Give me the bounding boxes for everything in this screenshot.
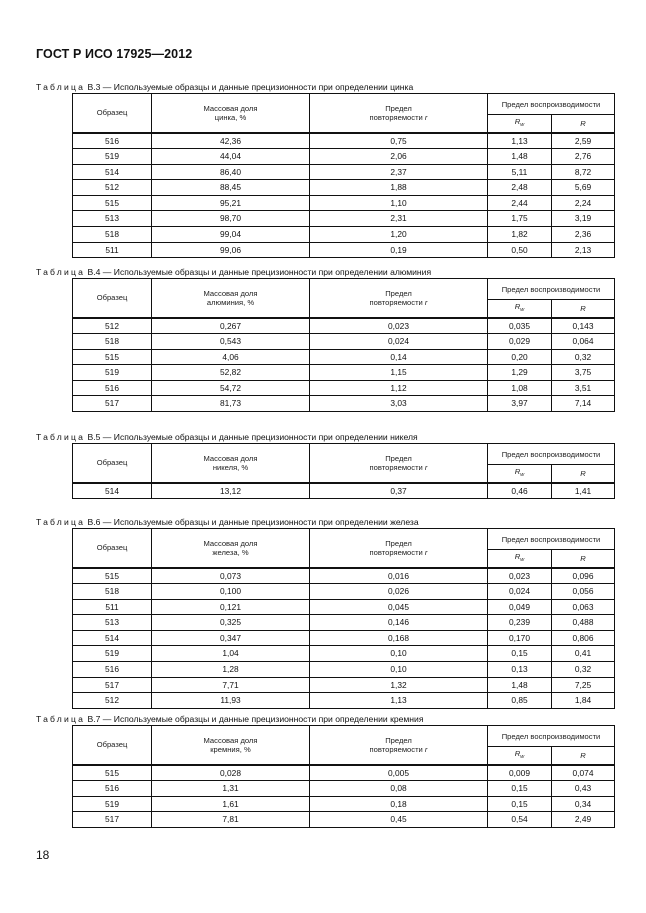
header-rw: $R_w$ xyxy=(488,465,552,483)
cell-repeatability: 0,005 xyxy=(310,765,488,781)
cell-mass-fraction: 4,06 xyxy=(152,349,310,365)
header-rw: $R_w$ xyxy=(488,747,552,765)
header-r: R xyxy=(552,747,615,765)
cell-repeatability: 1,10 xyxy=(310,195,488,211)
cell-reproducibility-rw: 1,48 xyxy=(488,149,552,165)
table-row xyxy=(73,568,615,584)
precision-table xyxy=(72,725,615,828)
table-row xyxy=(73,630,615,646)
cell-mass-fraction: 81,73 xyxy=(152,396,310,412)
header-mass-fraction: Массовая доля никеля, % xyxy=(152,444,310,483)
header-repeatability: Предел повторяемости r xyxy=(310,529,488,568)
cell-reproducibility-r: 0,096 xyxy=(552,568,615,584)
cell-repeatability: 1,13 xyxy=(310,693,488,709)
cell-reproducibility-r: 0,43 xyxy=(552,781,615,797)
cell-reproducibility-rw: 1,48 xyxy=(488,677,552,693)
cell-sample: 517 xyxy=(73,396,152,412)
cell-repeatability: 0,08 xyxy=(310,781,488,797)
cell-mass-fraction: 95,21 xyxy=(152,195,310,211)
cell-mass-fraction: 0,100 xyxy=(152,584,310,600)
cell-repeatability: 1,88 xyxy=(310,180,488,196)
table-body xyxy=(73,318,615,412)
precision-table xyxy=(72,528,615,709)
mass-element-label: алюминия, % xyxy=(206,297,255,307)
page-number: 18 xyxy=(36,848,50,862)
table-row xyxy=(73,781,615,797)
precision-table xyxy=(72,93,615,258)
cell-reproducibility-r: 0,074 xyxy=(552,765,615,781)
cell-repeatability: 0,023 xyxy=(310,318,488,334)
cell-repeatability: 0,146 xyxy=(310,615,488,631)
document-header: ГОСТ Р ИСО 17925—2012 xyxy=(36,47,193,61)
header-r: R xyxy=(552,115,615,133)
precision-table-block-b-7 xyxy=(36,713,610,828)
cell-repeatability: 0,75 xyxy=(310,133,488,149)
cell-repeatability: 0,14 xyxy=(310,349,488,365)
cell-sample: 519 xyxy=(73,646,152,662)
table-row xyxy=(73,599,615,615)
cell-reproducibility-rw: 1,08 xyxy=(488,380,552,396)
cell-reproducibility-rw: 3,97 xyxy=(488,396,552,412)
cell-reproducibility-r: 3,51 xyxy=(552,380,615,396)
cell-repeatability: 1,12 xyxy=(310,380,488,396)
table-row xyxy=(73,318,615,334)
header-rw: $R_w$ xyxy=(488,300,552,318)
cell-sample: 516 xyxy=(73,133,152,149)
table-caption xyxy=(36,713,610,725)
table-body xyxy=(73,568,615,709)
cell-reproducibility-r: 2,13 xyxy=(552,242,615,258)
table-row xyxy=(73,646,615,662)
precision-table-block-b-6 xyxy=(36,516,610,709)
header-repeatability: Предел повторяемости r xyxy=(310,279,488,318)
cell-reproducibility-rw: 0,049 xyxy=(488,599,552,615)
cell-reproducibility-r: 2,36 xyxy=(552,227,615,243)
cell-repeatability: 0,024 xyxy=(310,334,488,350)
cell-reproducibility-rw: 0,20 xyxy=(488,349,552,365)
header-repeatability: Предел повторяемости r xyxy=(310,94,488,133)
table-row xyxy=(73,693,615,709)
cell-mass-fraction: 52,82 xyxy=(152,365,310,381)
caption-prefix: Таблица xyxy=(36,517,86,527)
cell-mass-fraction: 0,347 xyxy=(152,630,310,646)
caption-prefix: Таблица xyxy=(36,267,86,277)
table-row xyxy=(73,227,615,243)
cell-mass-fraction: 0,121 xyxy=(152,599,310,615)
cell-repeatability: 0,45 xyxy=(310,812,488,828)
table-row xyxy=(73,677,615,693)
cell-reproducibility-r: 3,75 xyxy=(552,365,615,381)
mass-element-label: кремния, % xyxy=(210,744,251,754)
cell-reproducibility-r: 0,063 xyxy=(552,599,615,615)
header-sample: Образец xyxy=(73,94,152,133)
cell-sample: 512 xyxy=(73,318,152,334)
cell-repeatability: 0,37 xyxy=(310,483,488,499)
cell-sample: 516 xyxy=(73,380,152,396)
caption-prefix: Таблица xyxy=(36,82,86,92)
cell-repeatability: 1,32 xyxy=(310,677,488,693)
cell-mass-fraction: 7,81 xyxy=(152,812,310,828)
cell-reproducibility-r: 7,25 xyxy=(552,677,615,693)
table-row xyxy=(73,334,615,350)
precision-table xyxy=(72,278,615,412)
cell-mass-fraction: 7,71 xyxy=(152,677,310,693)
cell-sample: 515 xyxy=(73,195,152,211)
cell-sample: 518 xyxy=(73,334,152,350)
cell-reproducibility-r: 8,72 xyxy=(552,164,615,180)
cell-reproducibility-rw: 0,54 xyxy=(488,812,552,828)
cell-sample: 513 xyxy=(73,615,152,631)
header-mass-fraction: Массовая доля железа, % xyxy=(152,529,310,568)
precision-table-block-b-5 xyxy=(36,431,610,499)
cell-reproducibility-r: 0,32 xyxy=(552,349,615,365)
cell-reproducibility-rw: 0,035 xyxy=(488,318,552,334)
header-mass-fraction: Массовая доля кремния, % xyxy=(152,726,310,765)
table-row xyxy=(73,662,615,678)
cell-sample: 519 xyxy=(73,149,152,165)
cell-sample: 514 xyxy=(73,483,152,499)
cell-reproducibility-r: 0,34 xyxy=(552,796,615,812)
table-caption xyxy=(36,431,610,443)
cell-repeatability: 0,016 xyxy=(310,568,488,584)
cell-reproducibility-r: 2,49 xyxy=(552,812,615,828)
cell-sample: 511 xyxy=(73,599,152,615)
caption-text: В.6 — Используемые образцы и данные прецизионности при определении железа xyxy=(87,517,419,527)
cell-reproducibility-r: 1,84 xyxy=(552,693,615,709)
cell-mass-fraction: 1,28 xyxy=(152,662,310,678)
table-row xyxy=(73,180,615,196)
cell-mass-fraction: 11,93 xyxy=(152,693,310,709)
cell-repeatability: 0,026 xyxy=(310,584,488,600)
cell-mass-fraction: 1,04 xyxy=(152,646,310,662)
header-reproducibility: Предел воспроизводимости xyxy=(488,279,615,300)
precision-table xyxy=(72,443,615,499)
cell-reproducibility-r: 1,41 xyxy=(552,483,615,499)
cell-mass-fraction: 0,267 xyxy=(152,318,310,334)
header-sample: Образец xyxy=(73,444,152,483)
caption-text: В.4 — Используемые образцы и данные прецизионности при определении алюминия xyxy=(87,267,432,277)
cell-repeatability: 2,06 xyxy=(310,149,488,165)
cell-mass-fraction: 44,04 xyxy=(152,149,310,165)
header-mass-fraction: Массовая доля алюминия, % xyxy=(152,279,310,318)
cell-reproducibility-rw: 2,44 xyxy=(488,195,552,211)
mass-element-label: цинка, % xyxy=(214,112,247,122)
table-row xyxy=(73,365,615,381)
cell-reproducibility-r: 0,41 xyxy=(552,646,615,662)
table-caption xyxy=(36,266,610,278)
table-row xyxy=(73,349,615,365)
cell-reproducibility-rw: 0,024 xyxy=(488,584,552,600)
cell-reproducibility-rw: 2,48 xyxy=(488,180,552,196)
cell-sample: 512 xyxy=(73,693,152,709)
cell-sample: 516 xyxy=(73,662,152,678)
caption-prefix: Таблица xyxy=(36,714,86,724)
header-rw: $R_w$ xyxy=(488,550,552,568)
header-reproducibility: Предел воспроизводимости xyxy=(488,529,615,550)
header-r: R xyxy=(552,550,615,568)
cell-reproducibility-rw: 0,023 xyxy=(488,568,552,584)
table-row xyxy=(73,149,615,165)
cell-mass-fraction: 98,70 xyxy=(152,211,310,227)
cell-mass-fraction: 0,325 xyxy=(152,615,310,631)
table-row xyxy=(73,483,615,499)
table-caption xyxy=(36,81,610,93)
cell-mass-fraction: 99,06 xyxy=(152,242,310,258)
cell-sample: 515 xyxy=(73,349,152,365)
cell-mass-fraction: 0,073 xyxy=(152,568,310,584)
cell-mass-fraction: 0,028 xyxy=(152,765,310,781)
cell-reproducibility-rw: 0,029 xyxy=(488,334,552,350)
table-row xyxy=(73,164,615,180)
cell-sample: 514 xyxy=(73,630,152,646)
cell-repeatability: 1,20 xyxy=(310,227,488,243)
cell-reproducibility-rw: 0,50 xyxy=(488,242,552,258)
table-row xyxy=(73,812,615,828)
cell-reproducibility-r: 0,056 xyxy=(552,584,615,600)
table-row xyxy=(73,765,615,781)
cell-reproducibility-rw: 0,13 xyxy=(488,662,552,678)
cell-reproducibility-rw: 0,15 xyxy=(488,781,552,797)
header-sample: Образец xyxy=(73,529,152,568)
cell-reproducibility-r: 0,143 xyxy=(552,318,615,334)
table-row xyxy=(73,133,615,149)
cell-repeatability: 0,045 xyxy=(310,599,488,615)
cell-sample: 515 xyxy=(73,765,152,781)
cell-reproducibility-rw: 0,239 xyxy=(488,615,552,631)
cell-sample: 515 xyxy=(73,568,152,584)
cell-repeatability: 0,18 xyxy=(310,796,488,812)
cell-reproducibility-rw: 1,75 xyxy=(488,211,552,227)
cell-sample: 519 xyxy=(73,365,152,381)
cell-mass-fraction: 86,40 xyxy=(152,164,310,180)
cell-reproducibility-rw: 0,46 xyxy=(488,483,552,499)
cell-sample: 517 xyxy=(73,812,152,828)
header-sample: Образец xyxy=(73,726,152,765)
table-row xyxy=(73,242,615,258)
header-repeatability: Предел повторяемости r xyxy=(310,726,488,765)
cell-reproducibility-r: 3,19 xyxy=(552,211,615,227)
cell-reproducibility-r: 0,064 xyxy=(552,334,615,350)
table-body xyxy=(73,133,615,258)
caption-text: В.3 — Используемые образцы и данные прецизионности при определении цинка xyxy=(87,82,414,92)
header-r: R xyxy=(552,300,615,318)
precision-table-block-b-3 xyxy=(36,81,610,258)
cell-reproducibility-r: 7,14 xyxy=(552,396,615,412)
table-row xyxy=(73,195,615,211)
cell-mass-fraction: 1,61 xyxy=(152,796,310,812)
cell-mass-fraction: 99,04 xyxy=(152,227,310,243)
cell-sample: 513 xyxy=(73,211,152,227)
cell-repeatability: 0,10 xyxy=(310,662,488,678)
cell-repeatability: 0,168 xyxy=(310,630,488,646)
cell-reproducibility-r: 5,69 xyxy=(552,180,615,196)
cell-reproducibility-rw: 5,11 xyxy=(488,164,552,180)
cell-reproducibility-rw: 1,82 xyxy=(488,227,552,243)
cell-reproducibility-rw: 0,85 xyxy=(488,693,552,709)
cell-reproducibility-rw: 0,009 xyxy=(488,765,552,781)
mass-element-label: железа, % xyxy=(212,547,249,557)
table-row xyxy=(73,796,615,812)
table-row xyxy=(73,396,615,412)
cell-mass-fraction: 0,543 xyxy=(152,334,310,350)
table-row xyxy=(73,380,615,396)
cell-reproducibility-rw: 1,29 xyxy=(488,365,552,381)
cell-repeatability: 2,31 xyxy=(310,211,488,227)
cell-repeatability: 0,19 xyxy=(310,242,488,258)
cell-sample: 511 xyxy=(73,242,152,258)
cell-sample: 514 xyxy=(73,164,152,180)
table-body xyxy=(73,765,615,828)
caption-text: В.7 — Используемые образцы и данные прецизионности при определении кремния xyxy=(87,714,424,724)
cell-mass-fraction: 54,72 xyxy=(152,380,310,396)
cell-reproducibility-rw: 1,13 xyxy=(488,133,552,149)
header-repeatability: Предел повторяемости r xyxy=(310,444,488,483)
header-reproducibility: Предел воспроизводимости xyxy=(488,444,615,465)
cell-sample: 512 xyxy=(73,180,152,196)
cell-mass-fraction: 88,45 xyxy=(152,180,310,196)
header-reproducibility: Предел воспроизводимости xyxy=(488,726,615,747)
header-reproducibility: Предел воспроизводимости xyxy=(488,94,615,115)
cell-sample: 517 xyxy=(73,677,152,693)
header-rw: $R_w$ xyxy=(488,115,552,133)
cell-reproducibility-rw: 0,170 xyxy=(488,630,552,646)
cell-sample: 516 xyxy=(73,781,152,797)
caption-prefix: Таблица xyxy=(36,432,86,442)
header-sample: Образец xyxy=(73,279,152,318)
precision-table-block-b-4 xyxy=(36,266,610,412)
header-mass-fraction: Массовая доля цинка, % xyxy=(152,94,310,133)
cell-repeatability: 2,37 xyxy=(310,164,488,180)
cell-mass-fraction: 13,12 xyxy=(152,483,310,499)
cell-reproducibility-r: 2,24 xyxy=(552,195,615,211)
header-r: R xyxy=(552,465,615,483)
cell-reproducibility-rw: 0,15 xyxy=(488,796,552,812)
table-row xyxy=(73,584,615,600)
cell-reproducibility-r: 0,32 xyxy=(552,662,615,678)
cell-reproducibility-r: 2,76 xyxy=(552,149,615,165)
cell-reproducibility-rw: 0,15 xyxy=(488,646,552,662)
caption-text: В.5 — Используемые образцы и данные прецизионности при определении никеля xyxy=(87,432,418,442)
cell-sample: 518 xyxy=(73,227,152,243)
table-caption xyxy=(36,516,610,528)
cell-reproducibility-r: 2,59 xyxy=(552,133,615,149)
cell-mass-fraction: 42,36 xyxy=(152,133,310,149)
cell-sample: 518 xyxy=(73,584,152,600)
table-body xyxy=(73,483,615,499)
cell-repeatability: 0,10 xyxy=(310,646,488,662)
mass-element-label: никеля, % xyxy=(212,462,249,472)
table-row xyxy=(73,615,615,631)
cell-mass-fraction: 1,31 xyxy=(152,781,310,797)
cell-repeatability: 1,15 xyxy=(310,365,488,381)
cell-reproducibility-r: 0,806 xyxy=(552,630,615,646)
cell-repeatability: 3,03 xyxy=(310,396,488,412)
cell-sample: 519 xyxy=(73,796,152,812)
table-row xyxy=(73,211,615,227)
cell-reproducibility-r: 0,488 xyxy=(552,615,615,631)
